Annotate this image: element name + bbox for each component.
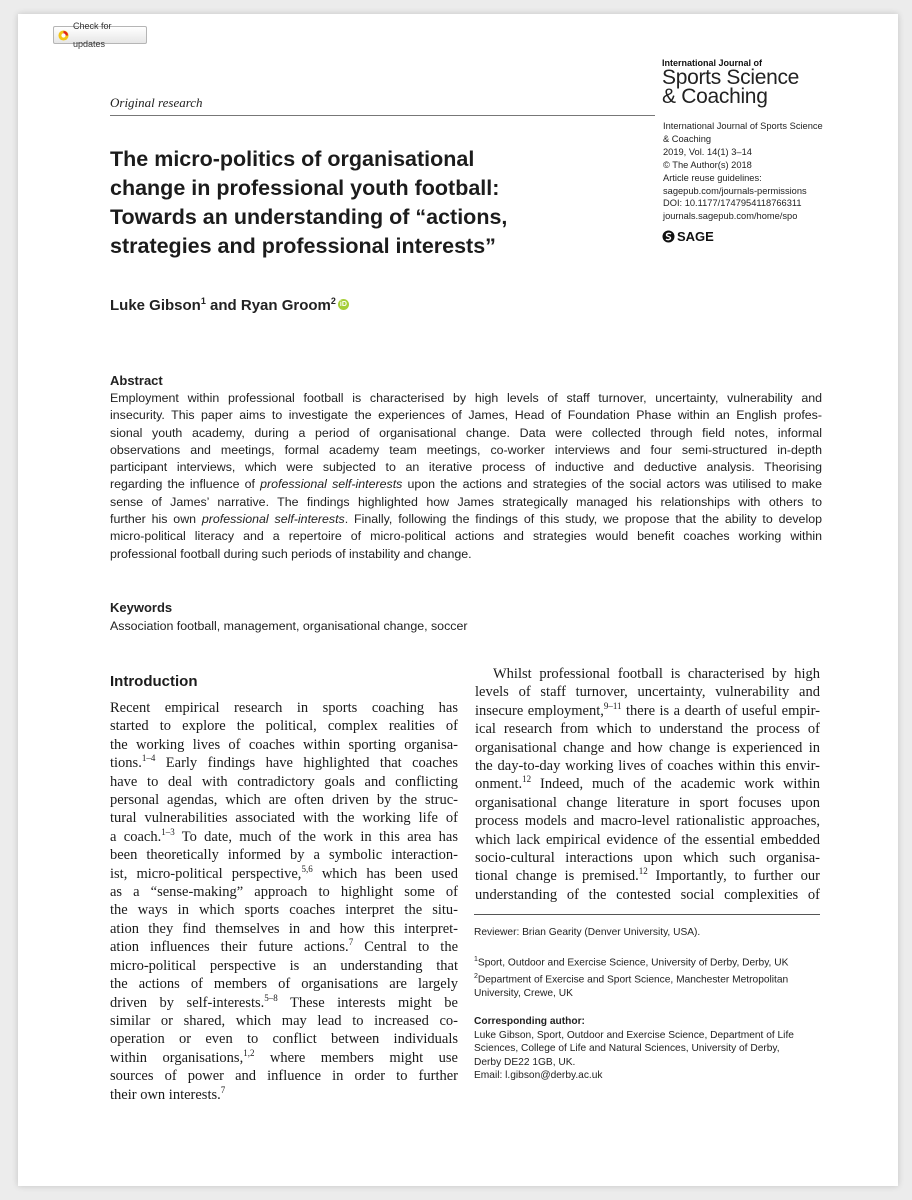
- intro-right-line: socio-cultural interactions upon which such organisa-: [475, 850, 820, 867]
- intro-right-line: Whilst professional football is characterised by high: [493, 666, 820, 682]
- article-title-line: The micro-politics of organisational: [110, 147, 475, 171]
- header-rule: [110, 115, 655, 116]
- intro-right-line: ical research from which to understand the process of: [475, 721, 820, 738]
- intro-right-line: understanding of the contested social complexities of: [475, 886, 820, 903]
- intro-left-line: started to explore the political, complex realities of: [110, 718, 458, 735]
- intro-left-line: operation or even to conflict between individuals: [110, 1031, 458, 1048]
- orcid-icon[interactable]: iD: [339, 301, 347, 308]
- article-title-line: change in professional youth football:: [110, 176, 500, 200]
- sage-emblem-icon: [662, 230, 675, 243]
- journal-meta-line: DOI: 10.1177/1747954118766311: [663, 198, 802, 209]
- affiliation-2-line2: University, Crewe, UK: [474, 987, 573, 999]
- corresponding-author-details: [474, 1029, 824, 1083]
- intro-right-line: insecure employment,$^{9-11}$ there is a dearth of useful empir-: [475, 700, 820, 719]
- journal-logo: [662, 58, 832, 106]
- intro-left-line: their own interests.$^7$: [110, 1084, 226, 1103]
- journal-meta-line: Article reuse guidelines:: [663, 172, 762, 183]
- intro-left-line: the ways in which sports coaches interpret the situ-: [110, 902, 458, 919]
- intro-left-line: similar or shared, which may lead to increased co-: [110, 1012, 458, 1029]
- journal-meta-line: International Journal of Sports Science: [663, 121, 823, 131]
- intro-right-line: onment.$^{12}$ Indeed, much of the academic work within: [475, 774, 820, 793]
- author-list: [110, 296, 349, 314]
- abstract-line: professional football during such periods of instability and change.: [110, 546, 472, 561]
- check-for-updates-label: Check for updates: [73, 21, 112, 49]
- intro-left-line: a coach.$^{1-3}$ To date, much of the work in this area has: [110, 827, 459, 845]
- check-for-updates-button[interactable]: [53, 21, 147, 49]
- journal-meta-line: sagepub.com/journals-permissions: [663, 185, 807, 196]
- corresponding-author-line: Derby DE22 1GB, UK.: [474, 1056, 576, 1068]
- intro-right-line: tional change is premised.$^{12}$ Importantly, to further our: [475, 866, 821, 885]
- author-2[interactable]: Ryan Groom: [240, 297, 331, 314]
- reviewer-note: Reviewer: Brian Gearity (Denver University, USA).: [474, 927, 701, 938]
- intro-left-line: the working lives of coaches within sporting organisa-: [110, 736, 458, 753]
- affiliation-2-line1: Department of Exercise and Sport Science, Manchester Metropolitan: [477, 974, 789, 986]
- intro-left-line: personal agendas, which are often driven by the struc-: [110, 792, 458, 809]
- intro-left-line: the actions of members of organisations are largely: [110, 976, 458, 993]
- journal-meta-line: journals.sagepub.com/home/spo: [663, 211, 798, 222]
- journal-meta: [663, 120, 838, 223]
- abstract-line: observations and meetings, formal academy team meetings, co-worker interviews and four semi-structured in-depth: [110, 442, 822, 457]
- article-type-label: Original research: [110, 95, 203, 110]
- abstract-line: regarding the influence of professional self-interests upon the actions and strategies of the social actors was utilised to make: [110, 477, 822, 492]
- affiliations: [474, 953, 824, 1001]
- keywords-list: Association football, management, organisational change, soccer: [110, 619, 468, 633]
- intro-right-line: process models and macro-level rationalistic approaches,: [475, 813, 820, 830]
- journal-logo-line2: & Coaching: [662, 85, 768, 108]
- abstract-line: insecurity. This paper aims to investigate the experiences of James, Head of Foundation Phase within an English profes-: [110, 408, 822, 423]
- abstract-line: Employment within professional football is characterised by high levels of staff turnover, uncertainty, vulnerability and: [110, 391, 822, 405]
- intro-left-line: ation they find themselves in and how this interpret-: [110, 920, 458, 937]
- introduction-heading: Introduction: [110, 673, 198, 690]
- introduction-left-column: [110, 699, 458, 1104]
- intro-left-line: within organisations,$^{1,2}$ where members might use: [110, 1047, 458, 1066]
- update-badge-icon: [58, 30, 69, 41]
- corresponding-author-line: Luke Gibson, Sport, Outdoor and Exercise Science, Department of Life: [474, 1029, 794, 1041]
- abstract-line: sional youth academy, during a period of organisational change. Data were collected through field notes, informal: [110, 425, 822, 440]
- introduction-right-column: [475, 665, 820, 904]
- corresponding-author-line: Email: l.gibson@derby.ac.uk: [474, 1070, 603, 1082]
- journal-meta-line: 2019, Vol. 14(1) 3–14: [663, 146, 752, 157]
- journal-meta-line: & Coaching: [663, 133, 712, 144]
- author-1[interactable]: Luke Gibson: [110, 297, 201, 314]
- intro-left-line: have to deal with contradictory goals and conflicting: [110, 773, 458, 790]
- journal-logo-line1: Sports Science: [662, 66, 800, 89]
- author-1-affiliation: 1: [200, 296, 206, 306]
- intro-left-line: driven by self-interests.$^{5-8}$ These interests might be: [110, 992, 458, 1011]
- corresponding-author-line: Sciences, College of Life and Natural Sciences, University of Derby,: [474, 1043, 780, 1055]
- intro-right-line: organisational change and how change is experienced in: [475, 739, 820, 756]
- intro-right-line: levels of staff turnover, uncertainty, vulnerability and: [475, 684, 820, 701]
- intro-left-line: as a “sense-making” approach to highlight some of: [110, 884, 458, 901]
- journal-meta-line: © The Author(s) 2018: [663, 159, 752, 170]
- intro-left-line: tural vulnerabilities associated with the working life of: [110, 810, 458, 827]
- intro-right-line: which lack empirical evidence of the essential embedded: [475, 831, 820, 848]
- article-title-line: strategies and professional interests”: [110, 234, 496, 258]
- publisher-name: SAGE: [677, 229, 714, 244]
- abstract-line: sense of James’ narrative. The findings highlighted how James strategically managed his relationships with others to: [110, 494, 822, 509]
- intro-left-line: been theoretically informed by a symbolic interaction-: [110, 847, 458, 864]
- abstract-line: further his own professional self-interests. Finally, following the findings of this study, we propose that the ability to develop: [110, 512, 822, 527]
- article-title-line: Towards an understanding of “actions,: [110, 205, 508, 229]
- corresponding-author: [474, 1015, 824, 1083]
- affiliation-1: Sport, Outdoor and Exercise Science, University of Derby, Derby, UK: [477, 957, 789, 969]
- keywords-heading: Keywords: [110, 600, 173, 615]
- corresponding-author-heading: Corresponding author:: [474, 1016, 585, 1027]
- publisher-logo: [662, 229, 714, 244]
- intro-left-line: sources of power and influence in order to further: [110, 1068, 458, 1085]
- affiliation-2-marker: 2: [474, 972, 478, 980]
- abstract-heading: Abstract: [110, 373, 163, 388]
- intro-left-line: ation influences their future actions.$^7$ Central to the: [110, 937, 459, 956]
- abstract-line: micro-political literacy and a repertoire of micro-political actions and strategies would benefit coaches working within: [110, 529, 822, 544]
- author-2-affiliation: 2: [330, 296, 336, 306]
- abstract-line: participant interviews, which were subjected to an iterative process of inductive and deductive analysis. Theorising: [110, 460, 822, 475]
- intro-left-line: Recent empirical research in sports coaching has: [110, 700, 458, 716]
- author-connector: and: [210, 297, 237, 314]
- affiliation-1-marker: 1: [474, 956, 478, 963]
- intro-left-line: tions.$^{1-4}$ Early findings have highlighted that coaches: [110, 753, 458, 772]
- journal-logo-small-line: International Journal of: [662, 58, 763, 68]
- intro-left-line: micro-political perspective is an understanding that: [110, 957, 458, 974]
- intro-right-line: the day-to-day working lives of coaches within this envir-: [475, 758, 820, 775]
- intro-right-line: organisational change literature in sport focuses upon: [475, 794, 820, 811]
- intro-left-line: ist, micro-political perspective,$^{5,6}$ which has been used: [110, 863, 458, 882]
- article-title: [110, 145, 630, 261]
- footnote-rule: [474, 914, 820, 915]
- abstract-body: [110, 390, 822, 563]
